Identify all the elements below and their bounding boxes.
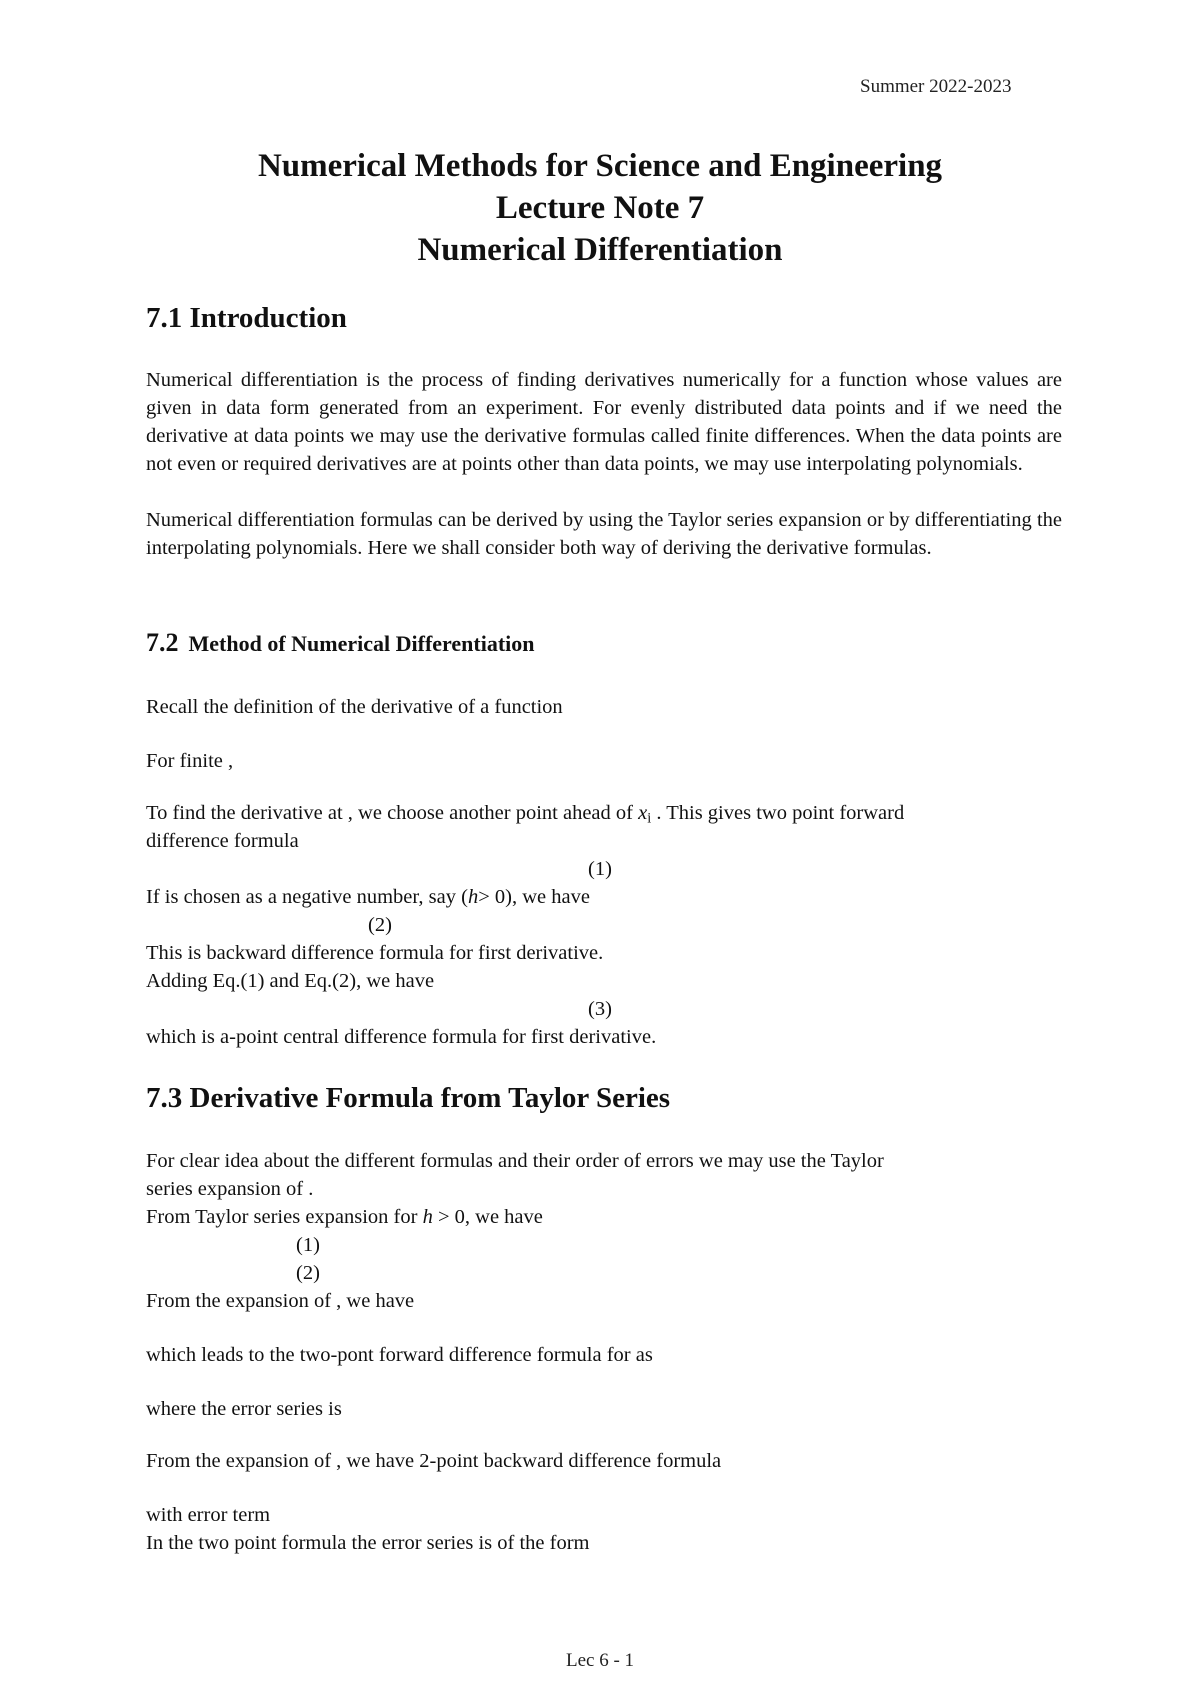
negative-h-text-end: > 0), we have bbox=[478, 886, 590, 908]
lecture-number: Lecture Note 7 bbox=[495, 190, 705, 226]
central-text: which is a-point central difference formula for first derivative. bbox=[146, 1026, 657, 1048]
series-expansion-text: series expansion of . bbox=[146, 1178, 314, 1200]
equation-number-1: (1) bbox=[296, 1234, 320, 1256]
recall-text: Recall the definition of the derivative of a function bbox=[146, 696, 563, 718]
difference-formula-text: difference formula bbox=[146, 830, 299, 852]
to-find-text-start: To find the derivative at , we choose another point ahead of bbox=[146, 802, 639, 824]
backward-formula-text: From the expansion of , we have 2-point backward difference formula bbox=[146, 1450, 722, 1472]
backward-text: This is backward difference formula for first derivative. bbox=[146, 942, 604, 964]
section-heading-7-2 bbox=[146, 628, 535, 658]
section-heading-7-1: 7.1 Introduction bbox=[146, 302, 347, 334]
clear-idea-text: For clear idea about the different formulas and their order of errors we may use the Taylor bbox=[146, 1150, 884, 1172]
variable-h: h bbox=[467, 886, 479, 908]
from-expansion-text: From the expansion of , we have bbox=[146, 1290, 415, 1312]
taylor-text-end: > 0, we have bbox=[432, 1206, 543, 1228]
course-term: Summer 2022-2023 bbox=[860, 76, 1012, 97]
two-point-text: In the two point formula the error series is of the form bbox=[146, 1532, 590, 1554]
finite-text: For finite , bbox=[146, 750, 234, 772]
variable-x: x bbox=[638, 802, 648, 824]
section-number: 7.2 bbox=[146, 628, 179, 657]
section-title: Method of Numerical Differentiation bbox=[188, 631, 535, 656]
document-title: Numerical Methods for Science and Engineering bbox=[257, 148, 943, 184]
taylor-text bbox=[146, 1206, 543, 1229]
equation-number-2: (2) bbox=[296, 1262, 320, 1284]
forward-formula-text: which leads to the two-pont forward difference formula for as bbox=[146, 1344, 653, 1366]
error-series-text: where the error series is bbox=[146, 1398, 342, 1420]
error-term-text: with error term bbox=[146, 1504, 271, 1526]
page-number: Lec 6 - 1 bbox=[566, 1650, 635, 1671]
to-find-text bbox=[146, 802, 904, 828]
adding-text: Adding Eq.(1) and Eq.(2), we have bbox=[146, 970, 435, 992]
equation-number-1: (1) bbox=[588, 858, 612, 880]
equation-number-3: (3) bbox=[588, 998, 612, 1020]
intro-paragraph: Numerical differentiation is the process of finding derivatives numerically for a function whose values are given in data form generated from an experiment. For evenly distributed data points and if we need the derivative at data points we may use the derivative formulas called finite differences. When the data points are not even or required derivatives are at points other than data points, we may use interpolating polynomials. bbox=[146, 369, 1062, 475]
equation-number-2: (2) bbox=[368, 914, 392, 936]
section-heading-7-3: 7.3 Derivative Formula from Taylor Series bbox=[146, 1082, 671, 1114]
to-find-text-end: . This gives two point forward bbox=[651, 802, 905, 824]
lecture-topic: Numerical Differentiation bbox=[417, 232, 783, 268]
variable-h: h bbox=[422, 1206, 433, 1228]
taylor-text-start: From Taylor series expansion for bbox=[146, 1206, 423, 1228]
subscript-i: i bbox=[647, 810, 652, 827]
negative-h-text bbox=[146, 886, 590, 909]
negative-h-text-start: If is chosen as a negative number, say ( bbox=[146, 886, 468, 908]
intro-paragraph-2: Numerical differentiation formulas can be derived by using the Taylor series expansion or by differentiating the interpolating polynomials. Here we shall consider both way of deriving the derivative formulas. bbox=[146, 509, 1062, 559]
